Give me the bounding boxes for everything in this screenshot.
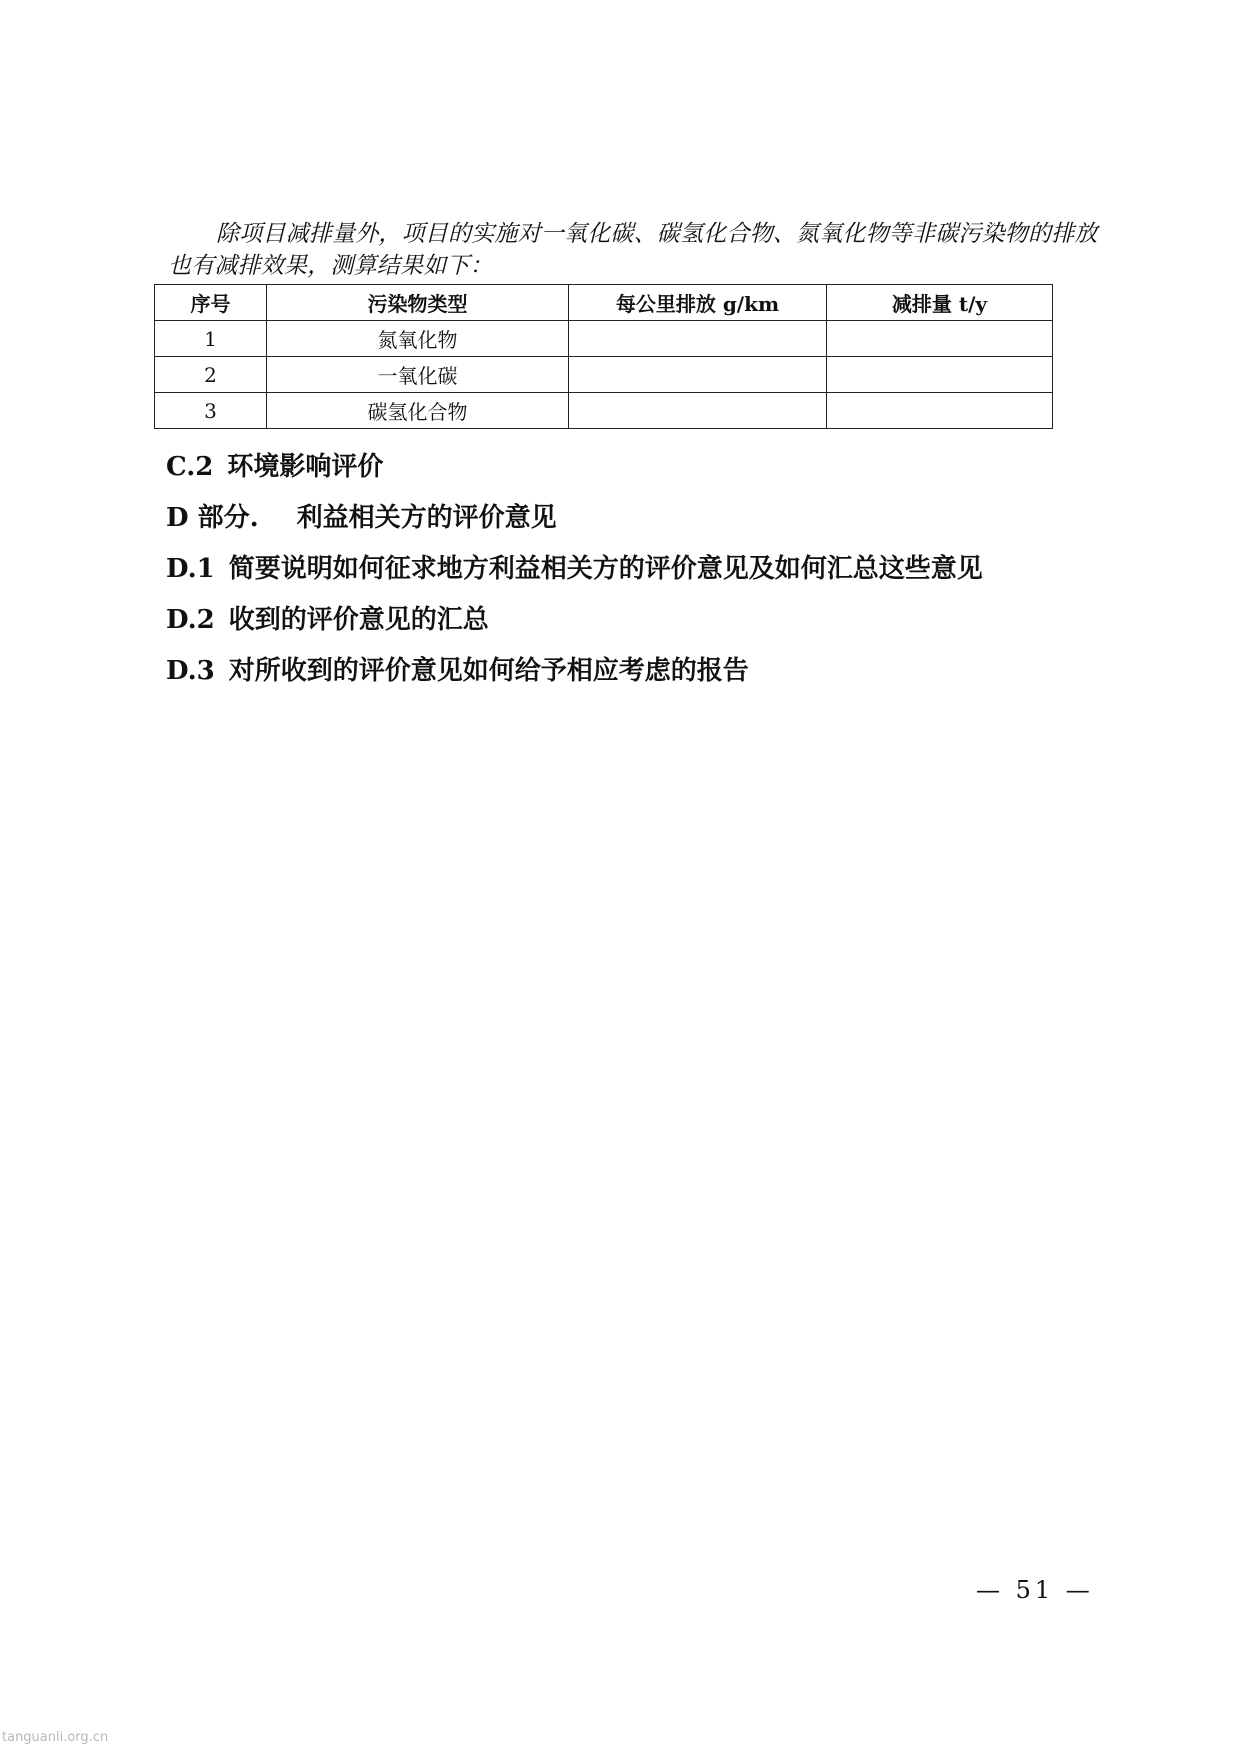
table-row — [155, 393, 1053, 429]
cell-index: 2 — [155, 357, 267, 393]
header-pollutant-type: 污染物类型 — [267, 285, 569, 321]
section-number: D.3 — [166, 656, 215, 686]
section-heading-d1 — [166, 548, 983, 585]
section-title: 简要说明如何征求地方利益相关方的评价意见及如何汇总这些意见 — [228, 554, 983, 584]
cell-pollutant-type: 氮氧化物 — [267, 321, 569, 357]
header-reduction: 减排量 t/y — [827, 285, 1053, 321]
section-heading-d2 — [166, 599, 489, 636]
section-heading-d — [166, 497, 557, 534]
table-row — [155, 321, 1053, 357]
cell-index: 3 — [155, 393, 267, 429]
section-number: D.2 — [166, 605, 215, 635]
section-title: 环境影响评价 — [227, 452, 384, 482]
cell-emission-per-km — [569, 357, 827, 393]
table-row — [155, 357, 1053, 393]
table-header-row — [155, 285, 1053, 321]
section-number: D 部分. — [166, 503, 259, 533]
page-number: — 51 — — [976, 1576, 1094, 1604]
section-heading-d3 — [166, 650, 749, 687]
section-title: 利益相关方的评价意见 — [296, 503, 557, 533]
cell-reduction — [827, 357, 1053, 393]
cell-pollutant-type: 一氧化碳 — [267, 357, 569, 393]
header-index: 序号 — [155, 285, 267, 321]
cell-emission-per-km — [569, 321, 827, 357]
header-emission-per-km: 每公里排放 g/km — [569, 285, 827, 321]
cell-pollutant-type: 碳氢化合物 — [267, 393, 569, 429]
pollutant-reduction-table — [154, 284, 1053, 429]
section-title: 对所收到的评价意见如何给予相应考虑的报告 — [228, 656, 749, 686]
watermark: tanguanli.org.cn — [2, 1730, 109, 1745]
section-number: D.1 — [166, 554, 215, 584]
cell-reduction — [827, 393, 1053, 429]
section-heading-c2 — [166, 446, 383, 483]
section-title: 收到的评价意见的汇总 — [228, 605, 489, 635]
cell-index: 1 — [155, 321, 267, 357]
intro-paragraph: 除项目减排量外，项目的实施对一氧化碳、碳氢化合物、氮氧化物等非碳污染物的排放也有减排效果，测算结果如下： — [168, 221, 1098, 279]
section-number: C.2 — [166, 452, 214, 482]
cell-reduction — [827, 321, 1053, 357]
cell-emission-per-km — [569, 393, 827, 429]
